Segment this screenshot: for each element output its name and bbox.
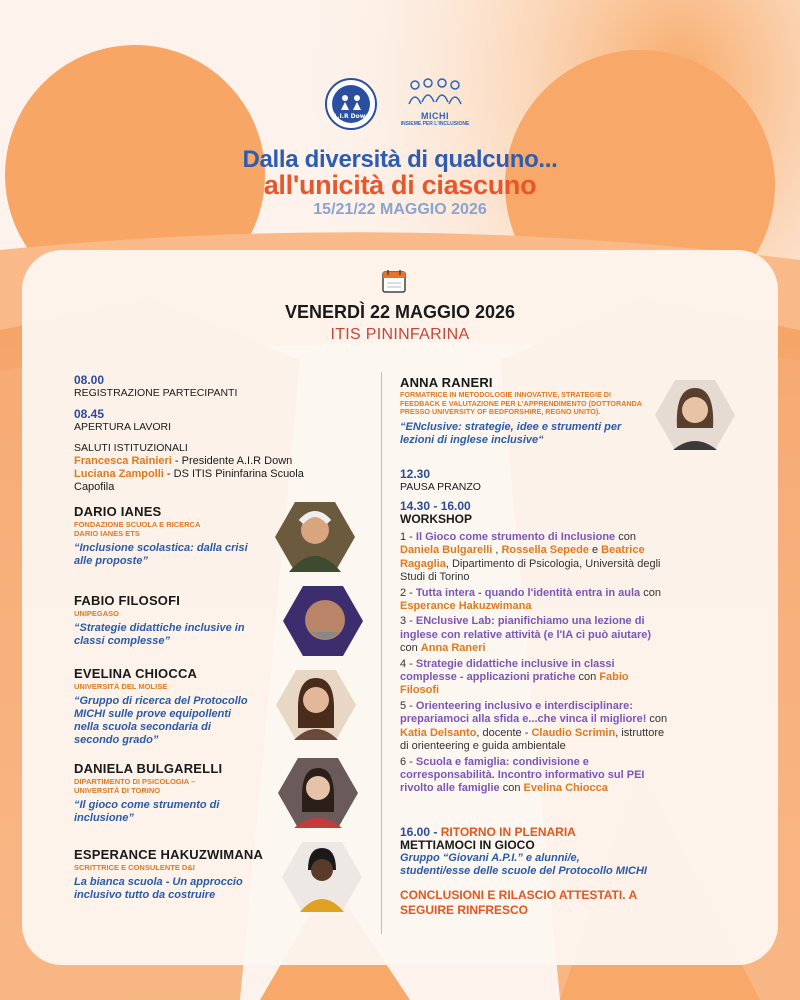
speaker-photo [283,584,363,658]
speaker-name: EVELINA CHIOCCA [74,666,198,681]
column-divider [381,372,382,934]
saluti-title: SALUTI ISTITUZIONALI [74,442,188,454]
plenary-block [400,826,670,918]
speaker-affiliation: FONDAZIONE SCUOLA E RICERCA DARIO IANES ETS [74,520,201,538]
speaker-card [74,848,279,902]
workshop-item: 1 - Il Gioco come strumento di Inclusione con Daniela Bulgarelli , Rossella Sepede e Beatrice Ragaglia, Dipartimento di Psicologia, Università degli Studi di Torino [400,531,661,584]
michi-name: MICHI [421,111,449,121]
speaker-talk: “Strategie didattiche inclusive in classi complesse” [74,622,245,647]
speaker-name: DARIO IANES [74,504,162,519]
saluti-name-1: Francesca Rainieri [74,455,172,467]
michi-subtitle: INSIEME PER L'INCLUSIONE [400,121,470,127]
workshop-item: 4 - Strategie didattiche inclusive in classi complesse - applicazioni pratiche con Fabio Filosofi [400,657,629,697]
registration-label: REGISTRAZIONE PARTECIPANTI [74,387,238,399]
opening-label: APERTURA LAVORI [74,421,172,433]
air-down-logo [325,78,377,130]
workshop-item: 3 - ENclusive Lab: pianifichiamo una lezione di inglese con relative attività (e l'IA ci può aiutare) con Anna Raneri [400,615,652,655]
speaker-talk: “Il gioco come strumento di inclusione” [74,799,220,824]
speaker-name: ANNA RANERI [400,375,493,390]
speaker-talk: “Gruppo di ricerca del Protocollo MICHI sulle prove equipollenti nella scuola secondaria di secondo grado” [74,695,248,746]
speaker-talk: “ENclusive: strategie, idee e strumenti per lezioni di inglese inclusive“ [400,420,622,446]
speaker-photo [278,756,358,830]
mettiamoci-title: METTIAMOCI IN GIOCO [400,838,535,852]
saluti-role-2: - DS ITIS Pininfarina Scuola Capofila [74,468,304,493]
speaker-affiliation: DIPARTIMENTO DI PSICOLOGIA – UNIVERSITÀ DI TORINO [74,777,196,795]
speaker-affiliation: SCRITTRICE E CONSULENTE D&I [74,863,195,872]
event-dates: 15/21/22 MAGGIO 2026 [313,201,487,218]
speaker-card [74,667,279,747]
title-line-2: all'unicità di ciascuno [263,170,537,200]
plenary-label: RITORNO IN PLENARIA [440,825,576,839]
anna-raneri-block [400,376,670,447]
event-place: ITIS PININFARINA [330,326,470,343]
title-line-1: Dalla diversità di qualcuno... [242,146,558,173]
time-workshop: 14.30 - 16.00 [400,499,471,513]
workshop-item: 6 - Scuola e famiglia: condivisione e corresponsabilità. Incontro informativo sul PEI rivolto alle famiglie con Evelina Chiocca [400,755,645,795]
speaker-affiliation: UNIVERSITÀ DEL MOLISE [74,682,168,691]
lunch-label: PAUSA PRANZO [400,481,481,493]
michi-figures-icon [405,78,465,106]
calendar-icon [381,268,407,294]
speaker-card [74,505,279,568]
speaker-photo [275,500,355,574]
workshop-item: 2 - Tutta intera - quando l'identità entra in aula con Esperance Hakuzwimana [400,586,661,613]
speaker-card [74,594,279,648]
workshop-list [400,531,668,798]
speaker-photo [282,840,362,914]
speaker-talk: La bianca scuola - Un approccio inclusivo tutto da costruire [74,876,243,901]
time-opening: 08.45 [74,407,105,421]
saluti-name-2: Luciana Zampolli [74,468,164,480]
speaker-name: ESPERANCE HAKUZWIMANA [74,847,264,862]
time-plenary: 16.00 - [400,825,441,839]
conclusions-text: CONCLUSIONI E RILASCIO ATTESTATI. A SEGUIRE RINFRESCO [400,888,637,917]
time-registration: 08.00 [74,373,105,387]
speaker-card [74,762,279,825]
workshop-item: 5 - Orienteering inclusivo e interdisciplinare: prepariamoci alla sfida e...che vinca il migliore! con Katia Delsanto, docente - Claudio Scrimin, istruttore di orienteering e guida ambientale [400,699,668,753]
speaker-photo [655,378,735,452]
saluti-role-1: - Presidente A.I.R Down [171,455,293,467]
speaker-name: FABIO FILOSOFI [74,593,181,608]
speaker-name: DANIELA BULGARELLI [74,761,223,776]
speaker-affiliation: FORMATRICE IN METODOLOGIE INNOVATIVE, STRATEGIE DI FEEDBACK E VALUTAZIONE PER L'APPRENDIMENTO (DOTTORANDA PRESSO UNIVERSITY OF BEDFORSHIRE, REGNO UNITO). [400,390,642,417]
lunch-block [400,468,670,526]
air-down-logo-text: A.I.R Down [332,113,370,120]
workshop-label: WORKSHOP [400,512,472,526]
gruppo-text: Gruppo “Giovani A.P.I.” e alunni/e, studenti/esse delle scuole del Protocollo MICHI [400,852,647,877]
schedule-opening [74,373,304,494]
time-lunch: 12.30 [400,467,431,481]
event-day: VENERDÌ 22 MAGGIO 2026 [284,302,516,322]
saluti-details [74,455,334,494]
speaker-photo [276,668,356,742]
speaker-talk: “Inclusione scolastica: dalla crisi alle proposte” [74,542,248,567]
michi-logo [395,78,475,130]
speaker-affiliation: UNIPEGASO [74,609,120,618]
